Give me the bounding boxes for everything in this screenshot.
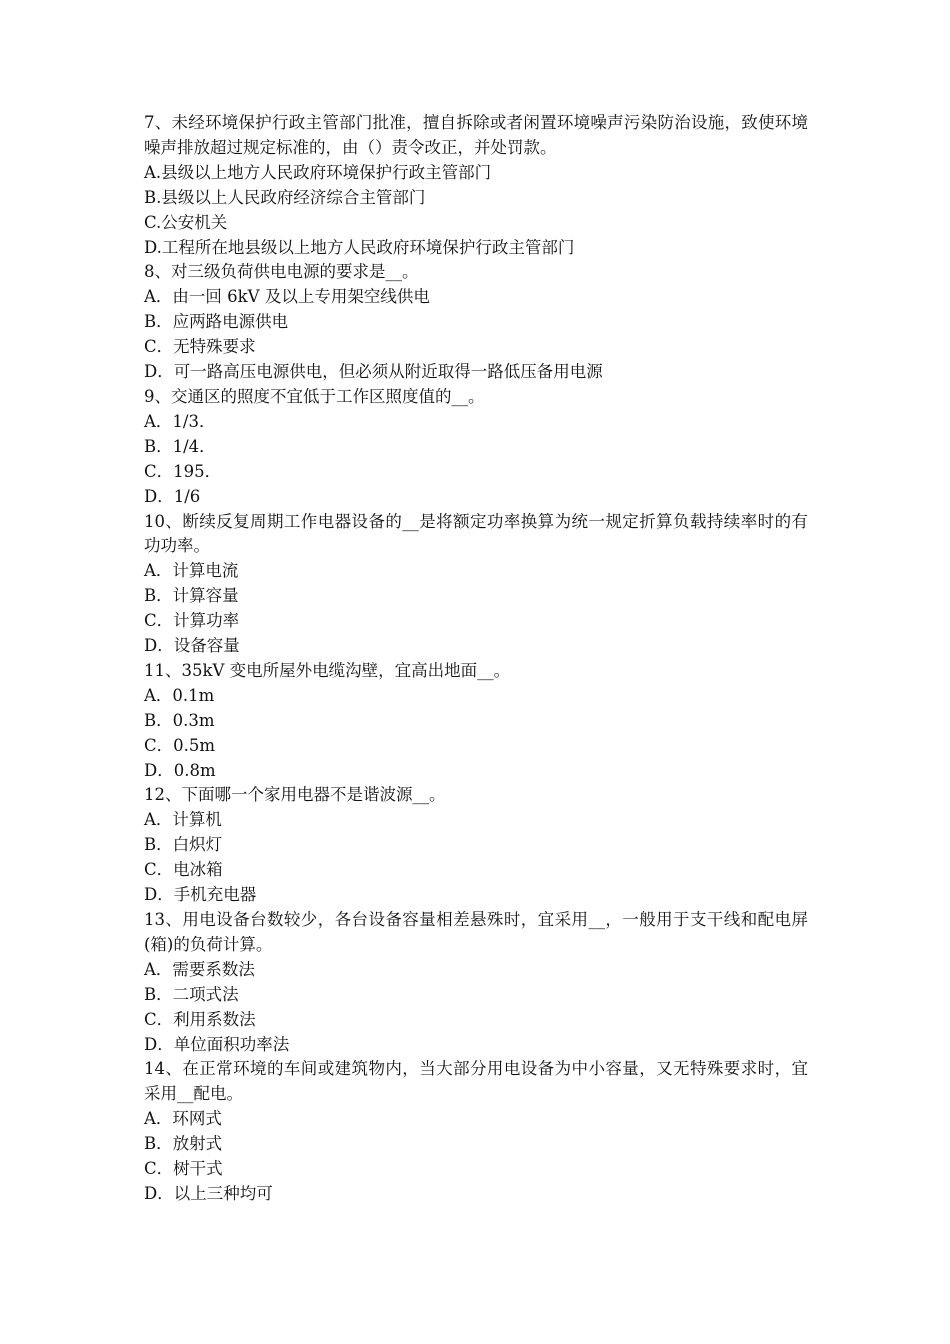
- option-d: D．手机充电器: [144, 885, 257, 905]
- question-7: [144, 111, 808, 260]
- option-b: B．放射式: [144, 1134, 223, 1154]
- option-d: D．1/6: [144, 486, 201, 506]
- option-d: D．单位面积功率法: [144, 1034, 290, 1054]
- option-a: A．计算机: [144, 810, 222, 830]
- question-12: [144, 783, 808, 908]
- question-stem: 7、未经环境保护行政主管部门批准，擅自拆除或者闲置环境噪声污染防治设施，致使环境噪声排放超过规定标准的，由（）责令改正，并处罚款。: [144, 113, 808, 157]
- option-a: A．需要系数法: [144, 959, 255, 979]
- option-b: B．0.3m: [144, 710, 215, 730]
- option-c: C．利用系数法: [144, 1009, 256, 1029]
- option-c: C.公安机关: [144, 212, 228, 232]
- option-c: C．树干式: [144, 1159, 223, 1179]
- option-c: C．0.5m: [144, 735, 216, 755]
- option-c: C．无特殊要求: [144, 337, 256, 357]
- question-stem: 11、35kV 变电所屋外电缆沟壁，宜高出地面__。: [144, 660, 511, 680]
- option-a: A.县级以上地方人民政府环境保护行政主管部门: [144, 162, 492, 182]
- question-10: [144, 510, 808, 659]
- option-a: A．计算电流: [144, 561, 239, 581]
- option-c: C．电冰箱: [144, 860, 223, 880]
- option-d: D．0.8m: [144, 760, 216, 780]
- question-11: [144, 659, 808, 784]
- question-stem: 8、对三级负荷供电电源的要求是__。: [144, 262, 419, 282]
- question-14: [144, 1057, 808, 1206]
- option-b: B．计算容量: [144, 586, 239, 606]
- option-c: C．195．: [144, 461, 222, 481]
- question-13: [144, 908, 808, 1057]
- option-c: C．计算功率: [144, 611, 240, 631]
- option-a: A．环网式: [144, 1109, 222, 1129]
- option-d: D．以上三种均可: [144, 1183, 273, 1203]
- option-a: A．由一回 6kV 及以上专用架空线供电: [144, 287, 430, 307]
- option-b: B．二项式法: [144, 984, 239, 1004]
- option-b: B．应两路电源供电: [144, 312, 289, 332]
- document-page: [144, 111, 808, 1207]
- question-stem: 9、交通区的照度不宜低于工作区照度值的__。: [144, 386, 485, 406]
- option-b: B.县级以上人民政府经济综合主管部门: [144, 187, 426, 207]
- question-8: [144, 260, 808, 385]
- option-d: D．设备容量: [144, 636, 240, 656]
- option-b: B．1/4．: [144, 436, 216, 456]
- option-b: B．白炽灯: [144, 835, 223, 855]
- question-stem: 14、在正常环境的车间或建筑物内，当大部分用电设备为中小容量，又无特殊要求时，宜采用__配电。: [144, 1059, 808, 1104]
- option-a: A．0.1m: [144, 685, 215, 705]
- option-a: A．1/3．: [144, 411, 216, 431]
- question-stem: 12、下面哪一个家用电器不是谐波源__。: [144, 785, 446, 805]
- option-d: D．可一路高压电源供电，但必须从附近取得一路低压备用电源: [144, 362, 603, 382]
- question-9: [144, 385, 808, 510]
- option-d: D.工程所在地县级以上地方人民政府环境保护行政主管部门: [144, 237, 575, 257]
- question-stem: 10、断续反复周期工作电器设备的__是将额定功率换算为统一规定折算负载持续率时的有功功率。: [144, 511, 808, 556]
- question-stem: 13、用电设备台数较少，各台设备容量相差悬殊时，宜采用__，一般用于支干线和配电屏(箱)的负荷计算。: [144, 910, 808, 954]
